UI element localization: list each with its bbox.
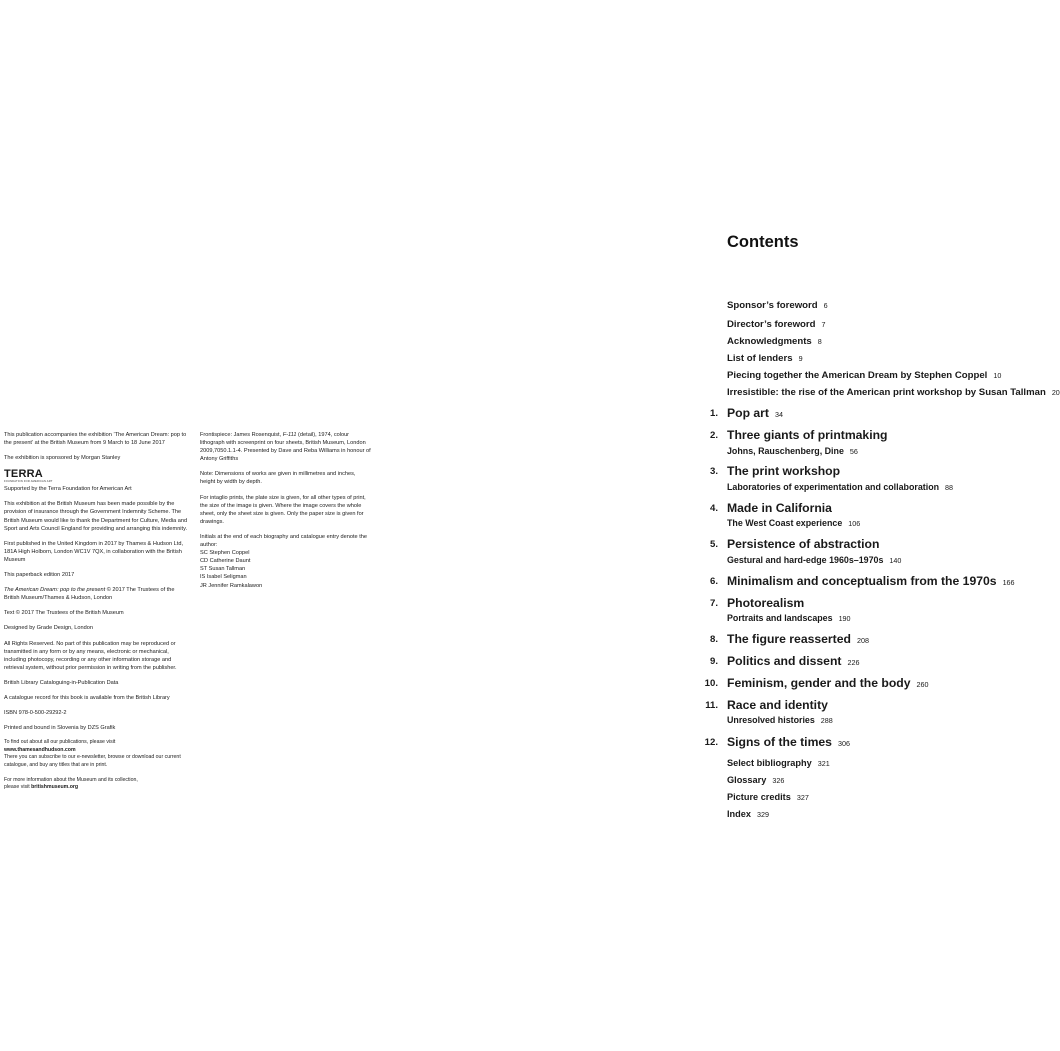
toc-chapter-10[interactable]: Feminism, gender and the body 260 (727, 676, 929, 690)
toc-chapter-3[interactable]: The print workshop (727, 464, 841, 478)
chapter-number: 11. (705, 700, 718, 711)
initials-note: Initials at the end of each biography and catalogue entry denote the author: (200, 533, 368, 549)
toc-entry-glossary[interactable]: Glossary 326 (727, 775, 785, 785)
toc-entry-acknowledgments[interactable]: Acknowledgments 8 (727, 336, 822, 347)
imprint-rights: All Rights Reserved. No part of this publication may be reproduced or transmitted in any form or by any means, electronic or mechanical, including photocopy, recording or any other information storage and retrieval system, without prior permission in writing from the publisher. (4, 640, 177, 671)
author-initial: CD Catherine Daunt (200, 558, 251, 565)
chapter-number: 7. (709, 598, 718, 609)
chapter-number: 10. (704, 678, 718, 689)
thames-hudson-link[interactable]: www.thamesandhudson.com (4, 746, 76, 753)
imprint-isbn: ISBN 978-0-500-29292-2 (4, 710, 67, 717)
author-initial: IS Isabel Seligman (200, 574, 247, 581)
imprint-copyright: The American Dream: pop to the present © 2017 The Trustees of the British Museum/Thames & Hudson, London (4, 587, 175, 602)
toc-chapter-1[interactable]: Pop art 34 (727, 406, 783, 420)
toc-chapter-3-subtitle: Laboratories of experimentation and collaboration 88 (727, 482, 954, 492)
chapter-number: 5. (709, 539, 718, 550)
terra-logo-subtitle: FOUNDATION FOR AMERICAN ART (4, 480, 53, 484)
imprint-indemnity: This exhibition at the British Museum has been made possible by the provision of insurance through the Government Indemnity Scheme. The British Museum would like to thank the Department for Culture, Media and Sport and Arts Council England for providing and arranging this indemnity. (4, 501, 188, 532)
toc-chapter-12[interactable]: Signs of the times 306 (727, 735, 850, 749)
imprint-catalogue-record: A catalogue record for this book is available from the British Library (4, 694, 170, 701)
toc-entry-essay-tallman[interactable]: Irresistible: the rise of the American print workshop by Susan Tallman 20 (727, 387, 1060, 398)
chapter-number: 6. (709, 576, 718, 587)
toc-entry-essay-coppel[interactable]: Piecing together the American Dream by Stephen Coppel 10 (727, 370, 1002, 381)
toc-chapter-11[interactable]: Race and identity (727, 698, 828, 712)
imprint-text-copyright: Text © 2017 The Trustees of the British Museum (4, 610, 124, 617)
toc-chapter-7-subtitle: Portraits and landscapes 190 (727, 613, 851, 623)
toc-entry-bibliography[interactable]: Select bibliography 321 (727, 758, 830, 768)
toc-chapter-7[interactable]: Photorealism (727, 596, 805, 610)
print-size-note: For intaglio prints, the plate size is given, for all other types of print, the size of the image is given. Where the image covers the whole sheet, only the sheet size is given. Only the paper size is given for drawings. (200, 494, 366, 525)
toc-chapter-5-subtitle: Gestural and hard-edge 1960s–1970s 140 (727, 555, 902, 565)
imprint-book-title: The American Dream: pop to the present (4, 587, 106, 594)
dimensions-note: Note: Dimensions of works are given in millimetres and inches, height by width by depth. (200, 471, 356, 486)
toc-entry-sponsors-foreword[interactable]: Sponsor’s foreword 6 (727, 300, 828, 311)
toc-chapter-4-subtitle: The West Coast experience 106 (727, 518, 861, 528)
imprint-museum-note: For more information about the Museum and its collection, please visit britishmuseum.org (4, 776, 138, 791)
imprint-printer: Printed and bound in Slovenia by DZS Grafik (4, 725, 116, 732)
chapter-number: 12. (704, 737, 718, 748)
imprint-column-2 (200, 431, 372, 590)
toc-chapter-2-subtitle: Johns, Rauschenberg, Dine 56 (727, 446, 858, 456)
imprint-terra-support: Supported by the Terra Foundation for American Art (4, 486, 132, 493)
imprint-column-1 (4, 431, 190, 792)
contents-title: Contents (727, 233, 799, 251)
toc-chapter-5[interactable]: Persistence of abstraction (727, 537, 880, 551)
toc-entry-index[interactable]: Index 329 (727, 809, 769, 819)
toc-chapter-2[interactable]: Three giants of printmaking (727, 428, 888, 442)
frontispiece-credit: Frontispiece: James Rosenquist, F-111 (detail), 1974, colour lithograph with screenprint on four sheets, British Museum, London 2009,7050.1.1-4. Presented by Dave and Reba Williams in honour of Antony Griffiths (200, 432, 371, 463)
toc-chapter-6[interactable]: Minimalism and conceptualism from the 1970s 166 (727, 574, 1015, 588)
toc-chapter-11-subtitle: Unresolved histories 288 (727, 715, 833, 725)
imprint-first-published: First published in the United Kingdom in 2017 by Thames & Hudson Ltd, 181A High Holborn, London WC1V 7QX, in collaboration with the British Museum (4, 540, 183, 563)
chapter-number: 8. (709, 634, 718, 645)
imprint-designer: Designed by Grade Design, London (4, 625, 93, 632)
toc-entry-directors-foreword[interactable]: Director’s foreword 7 (727, 319, 826, 330)
toc-chapter-9[interactable]: Politics and dissent 226 (727, 654, 860, 668)
toc-chapter-8[interactable]: The figure reasserted 208 (727, 632, 869, 646)
chapter-number: 3. (709, 466, 718, 477)
toc-chapter-4[interactable]: Made in California (727, 501, 832, 515)
imprint-sponsor-note: The exhibition is sponsored by Morgan Stanley (4, 455, 121, 462)
author-initial: SC Stephen Coppel (200, 550, 250, 557)
imprint-exhibition-note: This publication accompanies the exhibition ‘The American Dream: pop to the present’ at the British Museum from 9 March to 18 June 2017 (4, 432, 187, 447)
author-initial: JR Jennifer Ramkalawon (200, 582, 263, 589)
author-initial: ST Susan Tallman (200, 566, 246, 573)
toc-entry-picture-credits[interactable]: Picture credits 327 (727, 792, 809, 802)
chapter-number: 4. (709, 503, 718, 514)
imprint-cip: British Library Cataloguing-in-Publication Data (4, 679, 119, 686)
toc-entry-list-of-lenders[interactable]: List of lenders 9 (727, 353, 803, 364)
imprint-publications-note: To find out about all our publications, please visit www.thamesandhudson.com There you can subscribe to our e-newsletter, browse or download our current catalogue, and buy any titles that are in print. (4, 739, 190, 769)
chapter-number: 1. (709, 408, 718, 419)
imprint-edition: This paperback edition 2017 (4, 572, 75, 579)
chapter-number: 9. (709, 656, 718, 667)
british-museum-link[interactable]: britishmuseum.org (31, 784, 79, 791)
author-initials-list (200, 549, 372, 589)
terra-logo: TERRA (4, 468, 43, 481)
chapter-number: 2. (709, 430, 718, 441)
